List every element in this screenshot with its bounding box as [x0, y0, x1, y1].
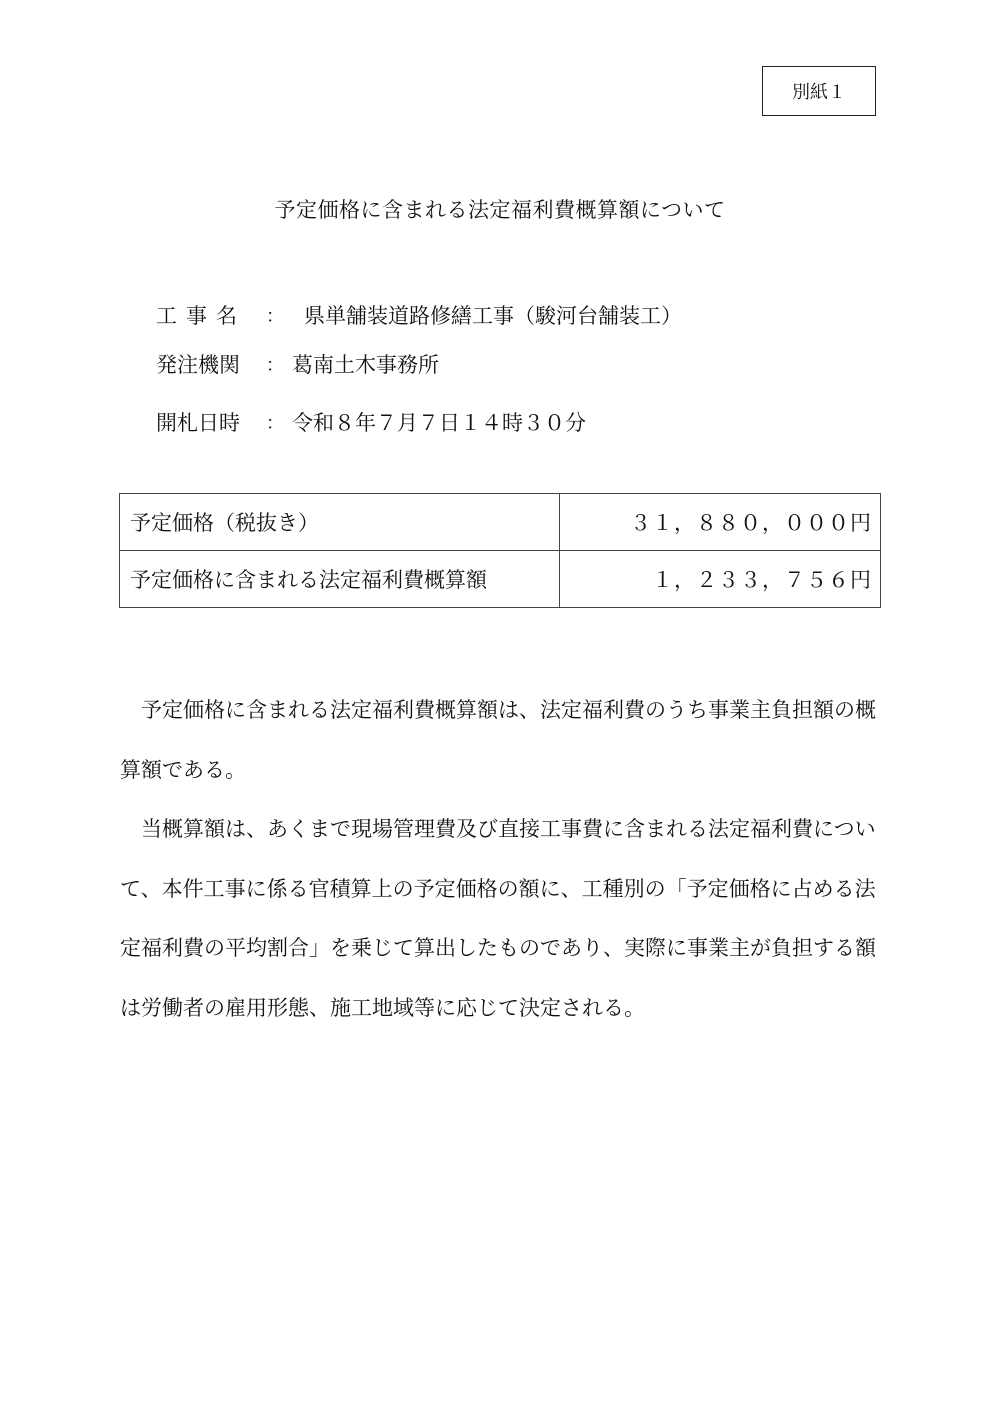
document-title: 予定価格に含まれる法定福利費概算額について — [274, 198, 726, 222]
opening-datetime-separator: ： — [266, 413, 284, 434]
note-paragraph-1: 予定価格に含まれる法定福利費概算額は、法定福利費のうち事業主負担額の概算額である。 — [120, 698, 876, 782]
table-row-estimated-price — [120, 494, 881, 551]
ordering-agency-label: 発注機関 — [156, 353, 240, 377]
attachment-label-text: 別紙１ — [792, 82, 846, 103]
attachment-label — [762, 66, 876, 116]
info-row-construction-name — [156, 299, 682, 331]
construction-name-value: 県単舗装道路修繕工事（駿河台舗装工） — [304, 304, 682, 328]
construction-name-separator: ： — [266, 306, 284, 327]
note-paragraph-2: 当概算額は、あくまで現場管理費及び直接工事費に含まれる法定福利費について、本件工事に係る官積算上の予定価格の額に、工種別の「予定価格に占める法定福利費の平均割合」を乗じて算出したものであり、実際に事業主が負担する額は労働者の雇用形態、施工地域等に応じて決定される。 — [120, 817, 876, 1020]
opening-datetime-label: 開札日時 — [156, 411, 240, 435]
welfare-cost-label: 予定価格に含まれる法定福利費概算額 — [120, 551, 560, 608]
ordering-agency-value: 葛南土木事務所 — [292, 353, 439, 377]
ordering-agency-separator: ： — [266, 355, 284, 376]
explanatory-notes — [120, 681, 884, 1038]
estimated-price-value: ３１，８８０，０００円 — [560, 494, 881, 551]
price-table — [119, 493, 881, 608]
table-row-welfare-cost — [120, 551, 881, 608]
info-row-opening-datetime — [156, 406, 586, 438]
welfare-cost-value: １，２３３，７５６円 — [560, 551, 881, 608]
estimated-price-label: 予定価格（税抜き） — [120, 494, 560, 551]
construction-name-label: 工事名 — [156, 304, 246, 328]
opening-datetime-value: 令和８年７月７日１４時３０分 — [292, 411, 586, 435]
info-row-ordering-agency — [156, 348, 439, 380]
